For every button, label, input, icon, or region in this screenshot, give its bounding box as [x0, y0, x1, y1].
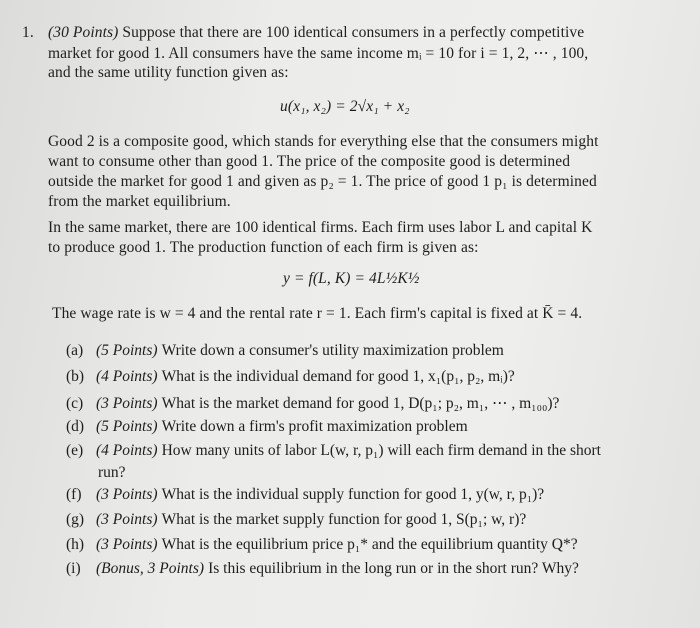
item-label: (h)	[66, 536, 85, 553]
utility-equation: u(x₁, x₂) = 2√x₁ + x₂	[280, 98, 410, 115]
item-points: (5 Points)	[96, 342, 158, 359]
item-text: Write down a firm's profit maximization problem	[161, 418, 468, 435]
item-points: (3 Points)	[96, 536, 158, 553]
item-label: (g)	[66, 511, 85, 528]
item-text: Write down a consumer's utility maximization problem	[161, 342, 504, 359]
item-points: (5 Points)	[96, 418, 158, 435]
item-text: Is this equilibrium in the long run or in the short run? Why?	[208, 560, 579, 577]
item-label: (a)	[66, 342, 84, 359]
question-item	[66, 368, 515, 386]
item-label: (c)	[66, 395, 84, 412]
item-label: (f)	[66, 486, 82, 503]
item-label: (e)	[66, 442, 84, 459]
firms-line: to produce good 1. The production function of each firm is given as:	[48, 239, 479, 256]
item-label: (d)	[66, 418, 85, 435]
intro-line: market for good 1. All consumers have the same income mᵢ = 10 for i = 1, 2, ⋯ , 100,	[48, 45, 589, 62]
question-item	[66, 560, 579, 578]
item-points: (3 Points)	[96, 511, 158, 528]
wage-line: The wage rate is w = 4 and the rental rate r = 1. Each firm's capital is fixed at K̄ = 4.	[52, 305, 583, 322]
good2-line: outside the market for good 1 and given as p₂ = 1. The price of good 1 p₁ is determined	[48, 173, 597, 190]
question-item	[66, 511, 526, 529]
question-item	[66, 442, 601, 460]
item-points: (4 Points)	[96, 368, 158, 385]
question-item	[66, 394, 559, 413]
intro-line: and the same utility function given as:	[48, 64, 289, 81]
good2-line: want to consume other than good 1. The price of the composite good is determined	[48, 153, 571, 170]
intro-text: Suppose that there are 100 identical consumers in a perfectly competitive	[122, 24, 585, 41]
item-text: What is the market demand for good 1, D(p₁; p₂, m₁, ⋯ , m₁₀₀)?	[161, 395, 560, 412]
question-item	[66, 536, 578, 554]
item-points: (3 Points)	[96, 395, 158, 412]
item-text: How many units of labor L(w, r, p₁) will each firm demand in the short	[161, 442, 601, 459]
production-equation: y = f(L, K) = 4L½K½	[283, 270, 420, 287]
question-item	[66, 418, 468, 436]
item-label: (i)	[66, 560, 81, 577]
item-points: (4 Points)	[96, 442, 158, 459]
item-text: What is the equilibrium price p₁* and the equilibrium quantity Q*?	[161, 536, 578, 553]
question-item	[66, 342, 504, 360]
good2-line: Good 2 is a composite good, which stands for everything else that the consumers might	[48, 133, 599, 150]
item-points: (3 Points)	[96, 486, 158, 503]
item-points: (Bonus, 3 Points)	[96, 560, 205, 577]
item-text: What is the market supply function for good 1, S(p₁; w, r)?	[161, 511, 527, 528]
good2-line: from the market equilibrium.	[48, 193, 231, 210]
item-label: (b)	[66, 368, 85, 385]
intro-line	[48, 24, 584, 42]
item-text-continued: run?	[98, 464, 126, 481]
problem-number: 1.	[22, 24, 34, 41]
firms-line: In the same market, there are 100 identical firms. Each firm uses labor L and capital K	[48, 219, 593, 236]
problem-points: (30 Points)	[48, 24, 119, 41]
question-item	[66, 486, 544, 504]
item-text: What is the individual demand for good 1, x₁(p₁, p₂, mᵢ)?	[161, 368, 515, 385]
item-text: What is the individual supply function for good 1, y(w, r, p₁)?	[161, 486, 545, 503]
